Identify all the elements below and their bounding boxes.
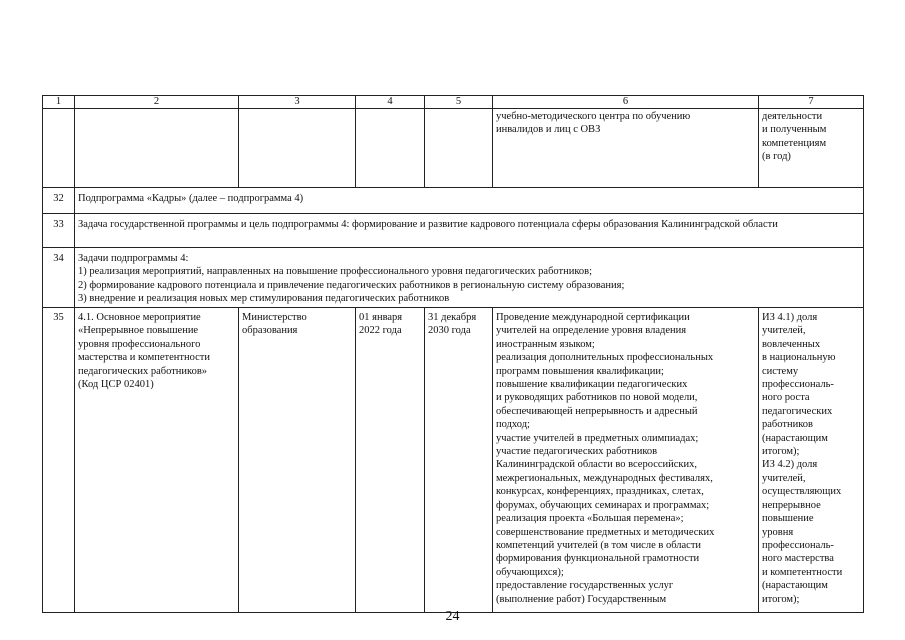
row-number: 33 bbox=[43, 214, 75, 248]
document-sheet bbox=[42, 95, 863, 613]
cell-empty bbox=[425, 109, 493, 188]
header-cell-3: 3 bbox=[239, 96, 356, 109]
table-header-row bbox=[43, 96, 864, 109]
subprogram-title: Подпрограмма «Кадры» (далее – подпрограмма 4) bbox=[75, 188, 864, 214]
row-number: 35 bbox=[43, 308, 75, 613]
cell-empty bbox=[43, 109, 75, 188]
table-row-33 bbox=[43, 214, 864, 248]
responsible-executor: Министерство образования bbox=[239, 308, 356, 613]
header-cell-4: 4 bbox=[356, 96, 425, 109]
subprogram-tasks: Задачи подпрограммы 4: 1) реализация мероприятий, направленных на повышение профессионального уровня педагогических работников; 2) формирование кадрового потенциала и привлечение педагогических работников в региональную систему образования; 3) внедрение и реализация новых мер стимулирования педагогических работников bbox=[75, 248, 864, 308]
cell-empty bbox=[75, 109, 239, 188]
cell-empty bbox=[239, 109, 356, 188]
table-row-34 bbox=[43, 248, 864, 308]
activity-description: Проведение международной сертификации учителей на определение уровня владения иностранным языком; реализация дополнительных профессиональных программ повышения квалификации; повышение квалификации педагогических и руководящих работников по новой модели, обеспечивающей непрерывность и адресный подход; участие учителей в предметных олимпиадах; участие педагогических работников Калининградской области во всероссийских, межрегиональных, международных фестивалях, конкурсах, конференциях, праздниках, слетах, форумах, обучающих семинарах и программах; реализация проекта «Большая перемена»; совершенствование предметных и методических компетенций учителей (в том числе в области формирования функциональной грамотности обучающихся); предоставление государственных услуг (выполнение работ) Государственным bbox=[493, 308, 759, 613]
end-date: 31 декабря 2030 года bbox=[425, 308, 493, 613]
continuation-col6: учебно-методического центра по обучению инвалидов и лиц с ОВЗ bbox=[493, 109, 759, 188]
continuation-col7: деятельности и полученным компетенциям (в год) bbox=[759, 109, 864, 188]
row-number: 32 bbox=[43, 188, 75, 214]
header-cell-2: 2 bbox=[75, 96, 239, 109]
header-cell-1: 1 bbox=[43, 96, 75, 109]
program-table bbox=[42, 95, 864, 613]
main-activity: 4.1. Основное мероприятие «Непрерывное повышение уровня профессионального мастерства и компетентности педагогических работников» (Код ЦСР 02401) bbox=[75, 308, 239, 613]
indicators: ИЗ 4.1) доля учителей, вовлеченных в национальную систему профессиональ- ного роста педагогических работников (нарастающим итогом); ИЗ 4.2) доля учителей, осуществляющих непрерывное повышение уровня профессиональ- ного мастерства и компетентности (нарастающим итогом); bbox=[759, 308, 864, 613]
header-cell-6: 6 bbox=[493, 96, 759, 109]
row-number: 34 bbox=[43, 248, 75, 308]
cell-empty bbox=[356, 109, 425, 188]
table-row-32 bbox=[43, 188, 864, 214]
page-number: 24 bbox=[445, 609, 460, 624]
start-date: 01 января 2022 года bbox=[356, 308, 425, 613]
program-goal: Задача государственной программы и цель подпрограммы 4: формирование и развитие кадрового потенциала сферы образования Калининградской области bbox=[75, 214, 864, 248]
table-row-35 bbox=[43, 308, 864, 613]
header-cell-7: 7 bbox=[759, 96, 864, 109]
table-row-continuation bbox=[43, 109, 864, 188]
header-cell-5: 5 bbox=[425, 96, 493, 109]
